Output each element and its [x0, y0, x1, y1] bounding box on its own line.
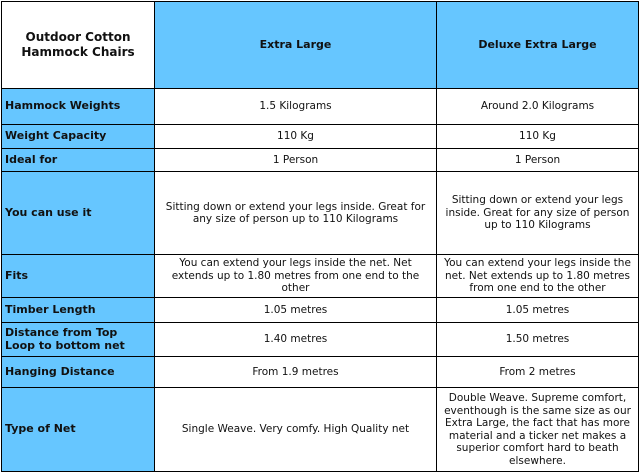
- cell-deluxe-extra-large: From 2 metres: [437, 357, 639, 388]
- table-row: [2, 149, 639, 172]
- cell-deluxe-extra-large: 1 Person: [437, 149, 639, 172]
- cell-extra-large: Sitting down or extend your legs inside. Great for any size of person up to 110 Kilograms: [155, 172, 437, 255]
- cell-extra-large: You can extend your legs inside the net. Net extends up to 1.80 metres from one end to the other: [155, 255, 437, 298]
- cell-deluxe-extra-large: You can extend your legs inside the net. Net extends up to 1.80 metres from one end to the other: [437, 255, 639, 298]
- row-label: You can use it: [2, 172, 155, 255]
- cell-extra-large: 110 Kg: [155, 125, 437, 149]
- cell-deluxe-extra-large: 1.50 metres: [437, 323, 639, 357]
- row-label: Hanging Distance: [2, 357, 155, 388]
- table-row: [2, 323, 639, 357]
- table-title-line-1: Outdoor Cotton: [25, 30, 131, 44]
- cell-extra-large: 1.05 metres: [155, 298, 437, 323]
- row-label: Hammock Weights: [2, 89, 155, 125]
- row-label: Timber Length: [2, 298, 155, 323]
- cell-deluxe-extra-large: 1.05 metres: [437, 298, 639, 323]
- row-label: Fits: [2, 255, 155, 298]
- cell-deluxe-extra-large: Around 2.0 Kilograms: [437, 89, 639, 125]
- table-row: [2, 172, 639, 255]
- row-label: Ideal for: [2, 149, 155, 172]
- table-row: [2, 125, 639, 149]
- cell-deluxe-extra-large: Sitting down or extend your legs inside. Great for any size of person up to 110 Kilograms: [437, 172, 639, 255]
- table-row: [2, 357, 639, 388]
- table-title-line-2: Hammock Chairs: [21, 45, 135, 59]
- row-label: Distance from Top Loop to bottom net: [2, 323, 155, 357]
- table-row: [2, 388, 639, 472]
- table-row: [2, 255, 639, 298]
- cell-extra-large: Single Weave. Very comfy. High Quality net: [155, 388, 437, 472]
- table-row: [2, 89, 639, 125]
- cell-extra-large: 1 Person: [155, 149, 437, 172]
- row-label: Type of Net: [2, 388, 155, 472]
- column-header-deluxe-extra-large: Deluxe Extra Large: [437, 2, 639, 89]
- cell-deluxe-extra-large: Double Weave. Supreme comfort, eventhough is the same size as our Extra Large, the fact that has more material and a ticker net makes a superior comfort hard to beath elsewhere.: [437, 388, 639, 472]
- header-row: [2, 2, 639, 89]
- cell-extra-large: From 1.9 metres: [155, 357, 437, 388]
- comparison-table: [1, 1, 639, 472]
- table-row: [2, 298, 639, 323]
- column-header-extra-large: Extra Large: [155, 2, 437, 89]
- table-title: [2, 2, 155, 89]
- cell-deluxe-extra-large: 110 Kg: [437, 125, 639, 149]
- row-label: Weight Capacity: [2, 125, 155, 149]
- cell-extra-large: 1.5 Kilograms: [155, 89, 437, 125]
- cell-extra-large: 1.40 metres: [155, 323, 437, 357]
